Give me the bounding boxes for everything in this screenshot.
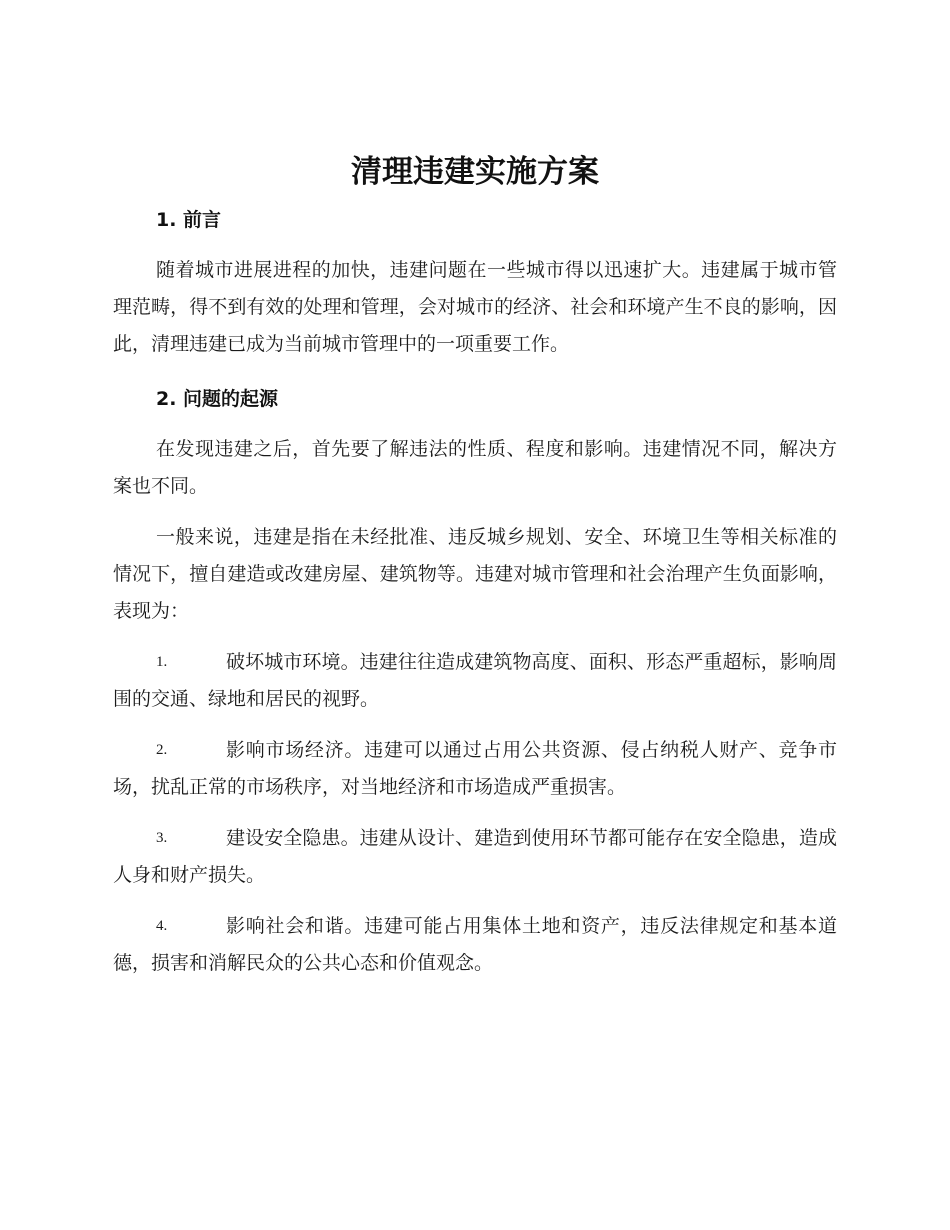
- list-item: [113, 908, 837, 982]
- list-item-number: 2.: [156, 742, 168, 758]
- list-item-number: 1.: [156, 654, 168, 670]
- list-item-number: 3.: [156, 830, 168, 846]
- list-item: [113, 732, 837, 806]
- paragraph: 在发现违建之后，首先要了解违法的性质、程度和影响。违建情况不同，解决方案也不同。: [113, 438, 837, 497]
- list-item-text: 影响市场经济。违建可以通过占用公共资源、侵占纳税人财产、竞争市场，扰乱正常的市场秩序，对当地经济和市场造成严重损害。: [113, 739, 837, 798]
- list-item-number: 4.: [156, 918, 168, 934]
- list-item-text: 破坏城市环境。违建往往造成建筑物高度、面积、形态严重超标，影响周围的交通、绿地和居民的视野。: [113, 651, 837, 710]
- list-item-text: 建设安全隐患。违建从设计、建造到使用环节都可能存在安全隐患，造成人身和财产损失。: [113, 827, 837, 886]
- document-title: 清理违建实施方案: [351, 154, 599, 190]
- list-item: [113, 644, 837, 718]
- paragraph: 随着城市进展进程的加快，违建问题在一些城市得以迅速扩大。违建属于城市管理范畴，得不到有效的处理和管理，会对城市的经济、社会和环境产生不良的影响，因此，清理违建已成为当前城市管理中的一项重要工作。: [113, 259, 837, 355]
- section-heading-preface: 1. 前言: [156, 209, 222, 231]
- list-item-text: 影响社会和谐。违建可能占用集体土地和资产，违反法律规定和基本道德，损害和消解民众的公共心态和价值观念。: [113, 915, 837, 974]
- list-item: [113, 820, 837, 894]
- document-body: [113, 198, 837, 996]
- section-heading-origin: 2. 问题的起源: [156, 388, 279, 410]
- paragraph: 一般来说，违建是指在未经批准、违反城乡规划、安全、环境卫生等相关标准的情况下，擅自建造或改建房屋、建筑物等。违建对城市管理和社会治理产生负面影响，表现为：: [113, 526, 837, 622]
